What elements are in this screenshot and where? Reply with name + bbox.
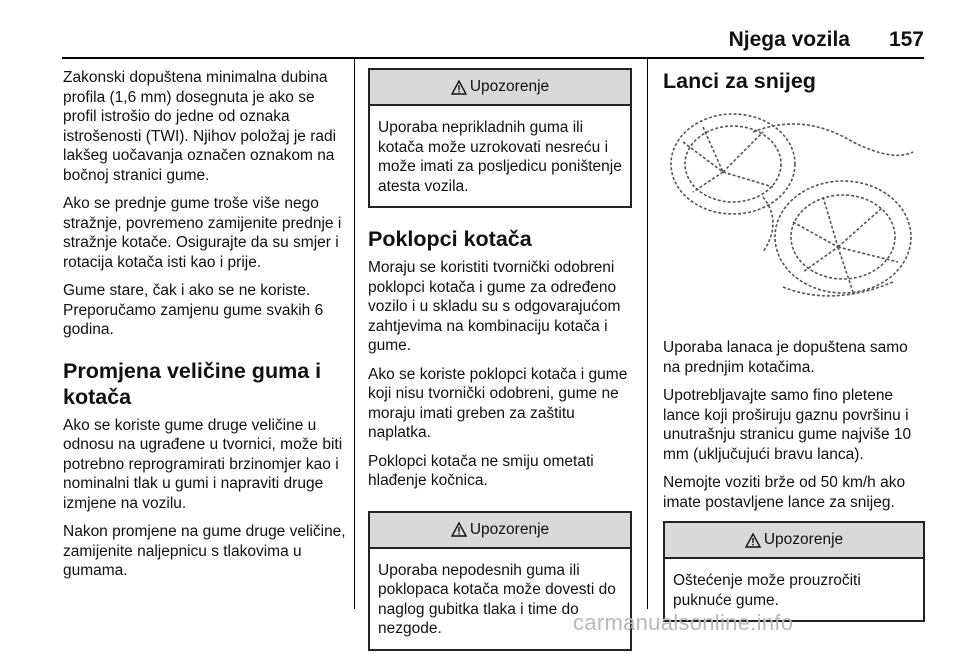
column-left (63, 68, 347, 590)
paragraph: Moraju se koristiti tvornički odobreni poklopci kotača i gume za određeno vozilo i u skladu su s odgovarajućom zahtjevima na kombinaciju kotača i gume. (368, 259, 621, 354)
column-divider (354, 59, 355, 609)
warning-title: Upozorenje (469, 520, 550, 538)
warning-header (370, 513, 630, 549)
warning-text: Uporaba nepodesnih guma ili poklopaca kotača može dovesti do naglog gubitka tlaka i time do nezgode. (378, 561, 616, 637)
snow-chains-illustration (663, 102, 925, 312)
paragraph: Gume stare, čak i ako se ne koriste. Preporučamo zamjenu gume svakih 6 godina. (63, 282, 324, 338)
paragraph: Upotrebljavajte samo fino pletene lance koji proširuju gaznu površinu i unutrašnju stranicu gume najviše 10 mm (uključujući bravu lanca). (663, 387, 912, 463)
paragraph: Nemojte voziti brže od 50 km/h ako imate postavljene lance za snijeg. (663, 474, 906, 511)
section-heading: Lanci za snijeg (663, 69, 816, 93)
section-title: Njega vozila (728, 28, 850, 51)
warning-title: Upozorenje (469, 78, 550, 96)
column-right (663, 68, 925, 634)
column-divider (647, 59, 648, 609)
warning-header (665, 523, 923, 559)
warning-triangle-icon (745, 533, 761, 548)
watermark: carmanualsonline.info (573, 610, 794, 635)
warning-text: Uporaba neprikladnih guma ili kotača može uzrokovati nesreću i može imati za posljedicu poništenje atesta vozila. (378, 119, 622, 195)
warning-box (663, 521, 925, 622)
warning-header (370, 70, 630, 106)
warning-triangle-icon (451, 80, 467, 95)
warning-text: Oštećenje može prouzročiti puknuće gume. (673, 572, 861, 609)
warning-title: Upozorenje (763, 531, 844, 549)
page-header (0, 28, 960, 52)
header-rule (62, 57, 924, 59)
warning-triangle-icon (451, 522, 467, 537)
paragraph: Nakon promjene na gume druge veličine, zamijenite naljepnicu s tlakovima u gumama. (63, 523, 346, 579)
page-number: 157 (888, 28, 924, 51)
paragraph: Ako se prednje gume troše više nego stražnje, povremeno zamijenite prednje i stražnje kotače. Osigurajte da su smjer i rotacija kotača isti kao i prije. (63, 195, 342, 271)
paragraph: Zakonski dopuštena minimalna dubina profila (1,6 mm) dosegnuta je ako se profil istrošio do jedne od oznaka istrošenosti (TWI). Njihov položaj je radi lakšeg uočavanja označen oznakom na bočnoj stranici gume. (63, 69, 337, 184)
warning-box (368, 68, 632, 208)
paragraph: Poklopci kotača ne smiju ometati hlađenje kočnica. (368, 452, 594, 489)
section-heading: Poklopci kotača (368, 227, 532, 251)
column-middle (368, 68, 632, 663)
section-heading: Promjena veličine guma i kotača (63, 358, 322, 409)
paragraph: Ako se koriste poklopci kotača i gume koji nisu tvornički odobreni, gume ne moraju imati greben za zaštitu naplatka. (368, 365, 628, 441)
paragraph: Uporaba lanaca je dopuštena samo na prednjim kotačima. (663, 339, 908, 376)
paragraph: Ako se koriste gume druge veličine u odnosu na ugrađene u tvornici, može biti potrebno reprogramirati brzinomjer kao i nominalni tlak u gumi i napraviti druge izmjene na vozilu. (63, 416, 343, 512)
